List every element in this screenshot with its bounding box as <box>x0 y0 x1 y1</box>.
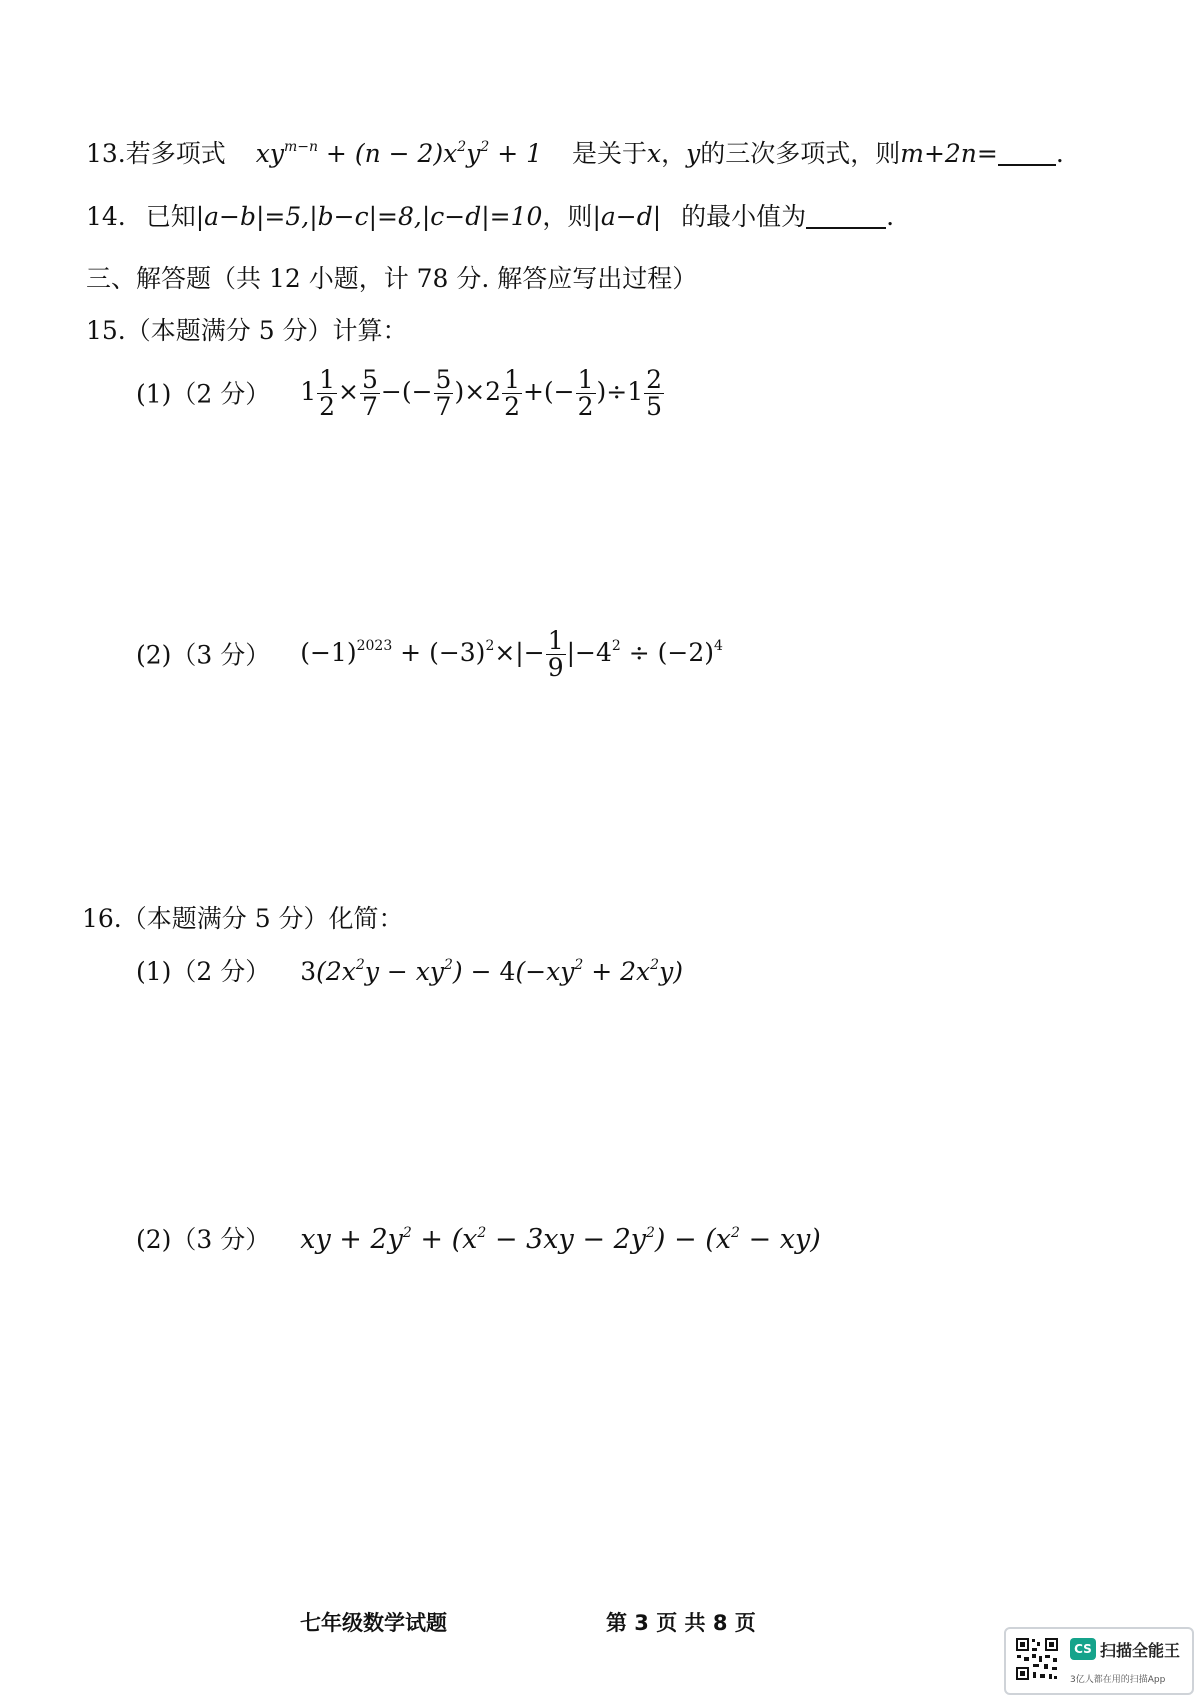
q14-tail: 的最小值为 <box>681 202 807 231</box>
question-14: 14. 已知|a−b|=5,|b−c|=8,|c−d|=10，则|a−d| 的最小值为 . <box>86 202 895 231</box>
q15-part-2 <box>136 628 723 682</box>
section-3-heading: 三、解答题（共 12 小题，计 78 分. 解答应写出过程） <box>86 264 698 293</box>
question-13: 13.若多项式 $xy^{m-n} + (n - 2)x^2y^2 + 1$ 是关于x，y的三次多项式，则m+2n= . <box>86 139 1064 168</box>
q14-expr: |a−d| <box>592 202 662 231</box>
q13-prefix: 13.若多项式 <box>86 139 226 168</box>
q16-part-1 <box>136 958 683 984</box>
q14-number: 14. <box>86 202 126 231</box>
watermark-subtitle: 3亿人都在用的扫描App <box>1070 1675 1166 1685</box>
question-15-header: 15.（本题满分 5 分）计算： <box>86 316 408 345</box>
q13-polynomial: $xy^{m-n} + (n - 2)x^2y^2 + 1$ <box>255 139 542 168</box>
q14-cond-1: |a−b|=5, <box>195 202 310 231</box>
qr-code-icon <box>1014 1636 1060 1682</box>
footer-page-number: 第 3 页 共 8 页 <box>606 1611 756 1635</box>
question-16-header: 16.（本题满分 5 分）化简： <box>82 904 404 933</box>
q13-target: m+2n= <box>900 139 998 168</box>
q13-middle: 的三次多项式，则 <box>700 139 901 168</box>
q13-answer-blank <box>998 164 1056 166</box>
q15-p2-label: (2)（3 分） <box>136 640 271 670</box>
q14-known: 已知 <box>145 202 196 231</box>
q14-answer-blank <box>806 227 886 229</box>
watermark-title: 扫描全能王 <box>1100 1641 1181 1660</box>
q16-p2-expression: xy + $2y^2 + (x^2 - 3xy - 2y^2) - (x^2 - xy)$ <box>300 1224 821 1255</box>
q16-p1-expression: $3(2x^2y - xy^2) - 4(-xy^2 + 2x^2y)$ <box>300 957 683 986</box>
q15-part-1 <box>136 367 665 421</box>
footer-subject: 七年级数学试题 <box>300 1611 447 1635</box>
q15-p2-expression: $(-1)^{2023} + (-3)^2\times|-$ $\frac{1}{9}$ $|-4^2 \div (-2)^4$ <box>300 626 723 683</box>
camscanner-logo-icon: CS <box>1070 1638 1096 1660</box>
q13-between: 是关于 <box>571 139 647 168</box>
q16-p1-label: (1)（2 分） <box>136 957 271 986</box>
q16-part-2 <box>136 1226 821 1253</box>
q14-cond-3: |c−d|=10 <box>421 202 543 231</box>
q15-p1-label: (1)（2 分） <box>136 379 271 409</box>
scanner-watermark <box>1004 1627 1194 1695</box>
q14-cond-2: |b−c|=8, <box>309 202 422 231</box>
q16-p2-label: (2)（3 分） <box>136 1225 271 1254</box>
q15-p1-expression: 1 $\frac{1}{2}$ × $\frac{5}{7}$ −(− $\frac{5}{7}$ )×2 $\frac{1}{2}$ +(− $\frac{1}{2}$ )÷1 $\frac{2}{5}$ <box>300 365 663 422</box>
